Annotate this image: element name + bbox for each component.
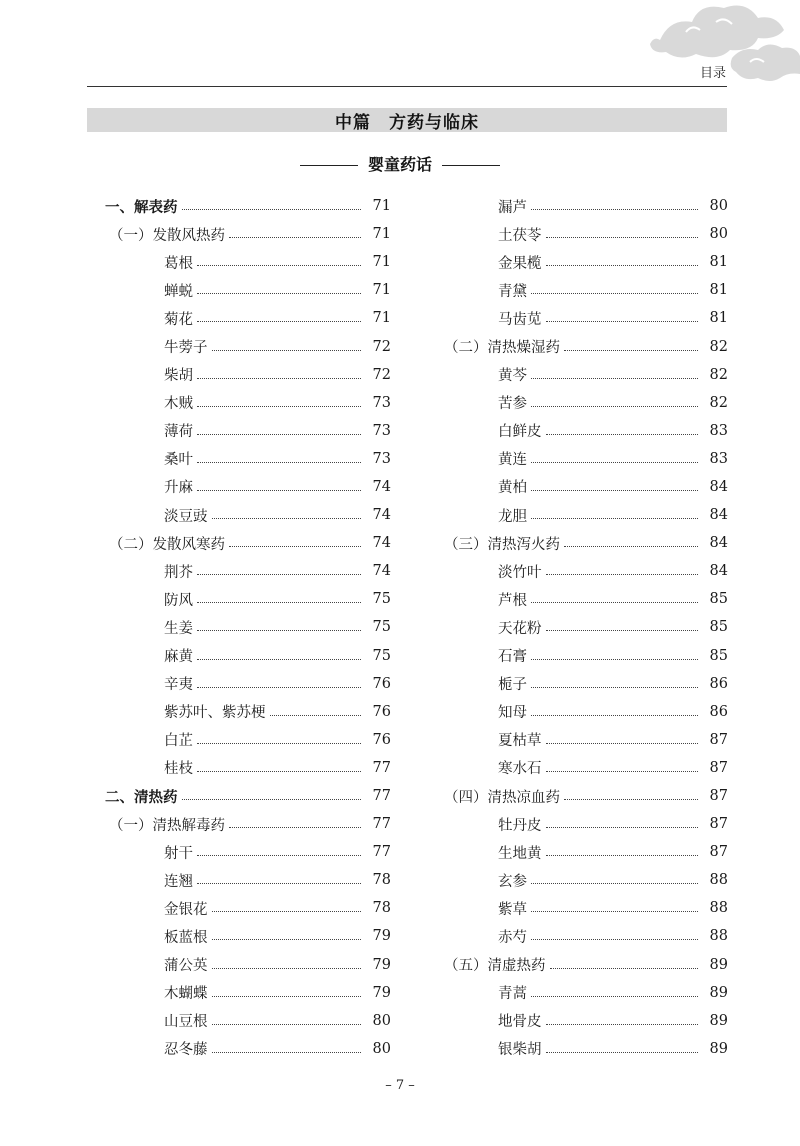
toc-entry[interactable] <box>91 473 391 501</box>
toc-entry-label: 青黛 <box>498 283 527 300</box>
toc-entry[interactable] <box>430 473 728 501</box>
toc-leader-dots <box>197 882 361 884</box>
subtitle-rule-right <box>442 165 500 166</box>
toc-leader-dots <box>212 938 362 940</box>
toc-entry-page: 71 <box>372 226 391 243</box>
toc-leader-dots <box>546 770 699 772</box>
toc-leader-dots <box>197 377 361 379</box>
toc-entry-label: 荆芥 <box>164 564 193 581</box>
toc-leader-dots <box>531 995 698 997</box>
toc-entry[interactable] <box>430 810 728 838</box>
toc-entry-page: 89 <box>709 984 728 1001</box>
toc-entry[interactable] <box>91 838 391 866</box>
toc-entry-page: 87 <box>709 788 728 805</box>
toc-leader-dots <box>197 433 361 435</box>
toc-leader-dots <box>531 208 698 210</box>
toc-entry-label: 木蝴蝶 <box>164 986 208 1003</box>
toc-entry[interactable] <box>91 754 391 782</box>
toc-entry-label: （一）清热解毒药 <box>109 817 225 834</box>
toc-entry[interactable] <box>430 1007 728 1035</box>
toc-leader-dots <box>531 292 698 294</box>
toc-entry-page: 81 <box>709 254 728 271</box>
toc-leader-dots <box>270 714 362 716</box>
toc-entry[interactable] <box>430 866 728 894</box>
toc-entry-page: 75 <box>372 591 391 608</box>
toc-left-column <box>91 192 391 1063</box>
toc-entry[interactable] <box>91 417 391 445</box>
toc-entry-page: 84 <box>709 535 728 552</box>
toc-entry[interactable] <box>91 951 391 979</box>
toc-leader-dots <box>531 517 698 519</box>
toc-entry-page: 82 <box>709 338 728 355</box>
toc-entry[interactable] <box>91 1007 391 1035</box>
toc-leader-dots <box>564 349 698 351</box>
toc-entry-page: 88 <box>709 872 728 889</box>
toc-leader-dots <box>197 742 361 744</box>
toc-entry-label: 黄柏 <box>498 480 527 497</box>
toc-entry-page: 82 <box>709 366 728 383</box>
part-title: 方药与临床 <box>389 112 479 133</box>
toc-entry-label: 马齿苋 <box>498 311 542 328</box>
toc-entry-label: 牡丹皮 <box>498 817 542 834</box>
toc-entry-page: 80 <box>709 226 728 243</box>
toc-entry-label: （五）清虚热药 <box>444 958 546 975</box>
toc-entry-page: 84 <box>709 478 728 495</box>
toc-entry-label: 苦参 <box>498 396 527 413</box>
toc-leader-dots <box>531 461 698 463</box>
toc-leader-dots <box>197 854 361 856</box>
toc-entry[interactable] <box>430 445 728 473</box>
toc-entry-page: 72 <box>372 338 391 355</box>
subtitle-rule-left <box>300 165 358 166</box>
toc-entry[interactable] <box>430 670 728 698</box>
toc-entry-page: 74 <box>372 478 391 495</box>
toc-leader-dots <box>212 517 362 519</box>
toc-entry-label: 薄荷 <box>164 424 193 441</box>
toc-entry-label: 牛蒡子 <box>164 340 208 357</box>
toc-entry-page: 71 <box>372 198 391 215</box>
toc-leader-dots <box>212 995 362 997</box>
toc-entry-label: 葛根 <box>164 255 193 272</box>
toc-entry[interactable] <box>91 726 391 754</box>
toc-entry-page: 73 <box>372 450 391 467</box>
toc-entry-page: 73 <box>372 422 391 439</box>
toc-leader-dots <box>531 910 698 912</box>
toc-entry-label: 麻黄 <box>164 649 193 666</box>
toc-entry-page: 74 <box>372 507 391 524</box>
toc-entry-label: 淡竹叶 <box>498 564 542 581</box>
toc-entry-page: 77 <box>372 759 391 776</box>
toc-entry-label: 黄连 <box>498 452 527 469</box>
header-section-label: 目录 <box>699 66 726 81</box>
toc-entry-label: 连翘 <box>164 873 193 890</box>
toc-entry[interactable] <box>91 698 391 726</box>
toc-leader-dots <box>564 798 698 800</box>
toc-entry[interactable] <box>430 417 728 445</box>
toc-entry-page: 71 <box>372 310 391 327</box>
toc-entry-label: （二）发散风寒药 <box>109 536 225 553</box>
toc-leader-dots <box>212 967 362 969</box>
toc-entry[interactable] <box>91 248 391 276</box>
toc-entry-label: 漏芦 <box>498 199 527 216</box>
toc-entry[interactable] <box>430 501 728 529</box>
toc-leader-dots <box>531 489 698 491</box>
toc-entry-label: 桑叶 <box>164 452 193 469</box>
toc-entry-page: 83 <box>709 422 728 439</box>
toc-entry-page: 75 <box>372 647 391 664</box>
toc-entry-label: 银柴胡 <box>498 1042 542 1059</box>
toc-entry-page: 87 <box>709 731 728 748</box>
toc-entry[interactable] <box>430 1035 728 1063</box>
toc-leader-dots <box>197 320 361 322</box>
toc-entry-page: 74 <box>372 535 391 552</box>
toc-leader-dots <box>229 236 361 238</box>
toc-leader-dots <box>182 208 362 210</box>
toc-entry-page: 71 <box>372 254 391 271</box>
toc-entry[interactable] <box>91 894 391 922</box>
toc-entry-label: 金银花 <box>164 901 208 918</box>
toc-entry[interactable] <box>91 866 391 894</box>
toc-entry-label: 辛夷 <box>164 677 193 694</box>
toc-entry-label: 木贼 <box>164 396 193 413</box>
toc-entry[interactable] <box>430 922 728 950</box>
toc-entry-label: 知母 <box>498 705 527 722</box>
toc-leader-dots <box>531 882 698 884</box>
part-banner <box>87 108 727 132</box>
toc-entry-label: 蝉蜕 <box>164 283 193 300</box>
toc-entry-label: 芦根 <box>498 592 527 609</box>
toc-entry-label: 板蓝根 <box>164 929 208 946</box>
toc-entry-label: 防风 <box>164 592 193 609</box>
toc-entry[interactable] <box>430 529 728 557</box>
toc-entry-page: 71 <box>372 282 391 299</box>
toc-entry[interactable] <box>91 585 391 613</box>
toc-leader-dots <box>546 826 699 828</box>
toc-entry[interactable] <box>91 810 391 838</box>
toc-entry[interactable] <box>430 361 728 389</box>
toc-entry-label: 升麻 <box>164 480 193 497</box>
toc-entry-label: 二、清热药 <box>105 788 178 806</box>
toc-entry-page: 80 <box>709 198 728 215</box>
toc-entry-label: 一、解表药 <box>105 198 178 216</box>
toc-entry-page: 81 <box>709 282 728 299</box>
toc-entry[interactable] <box>430 389 728 417</box>
toc-entry-label: （四）清热凉血药 <box>444 789 560 806</box>
toc-entry-page: 75 <box>372 619 391 636</box>
toc-entry-page: 87 <box>709 816 728 833</box>
toc-entry-page: 80 <box>372 1040 391 1057</box>
toc-entry-page: 83 <box>709 450 728 467</box>
toc-leader-dots <box>546 236 699 238</box>
toc-entry-page: 77 <box>372 788 391 805</box>
toc-leader-dots <box>531 601 698 603</box>
toc-entry[interactable] <box>91 782 391 810</box>
toc-entry[interactable] <box>91 501 391 529</box>
toc-leader-dots <box>546 629 699 631</box>
toc-entry[interactable] <box>430 782 728 810</box>
toc-entry[interactable] <box>430 838 728 866</box>
toc-entry-page: 79 <box>372 984 391 1001</box>
toc-entry-label: 紫苏叶、紫苏梗 <box>164 705 266 722</box>
toc-entry[interactable] <box>91 1035 391 1063</box>
toc-entry-page: 89 <box>709 1040 728 1057</box>
toc-entry-label: 天花粉 <box>498 620 542 637</box>
toc-entry[interactable] <box>430 726 728 754</box>
toc-entry-label: 地骨皮 <box>498 1014 542 1031</box>
toc-entry-label: 黄芩 <box>498 368 527 385</box>
toc-leader-dots <box>531 938 698 940</box>
toc-entry[interactable] <box>91 445 391 473</box>
toc-leader-dots <box>197 405 361 407</box>
toc-leader-dots <box>212 349 362 351</box>
toc-entry[interactable] <box>430 585 728 613</box>
toc-entry-page: 79 <box>372 928 391 945</box>
toc-leader-dots <box>197 489 361 491</box>
toc-entry-label: 射干 <box>164 845 193 862</box>
toc-entry-label: （三）清热泻火药 <box>444 536 560 553</box>
toc-entry-label: 忍冬藤 <box>164 1042 208 1059</box>
toc-entry[interactable] <box>430 698 728 726</box>
toc-entry-page: 86 <box>709 675 728 692</box>
toc-entry-label: 寒水石 <box>498 761 542 778</box>
toc-leader-dots <box>197 629 361 631</box>
toc-entry-page: 77 <box>372 844 391 861</box>
toc-leader-dots <box>546 433 699 435</box>
toc-entry-page: 76 <box>372 703 391 720</box>
toc-entry[interactable] <box>91 276 391 304</box>
toc-entry[interactable] <box>430 248 728 276</box>
toc-entry[interactable] <box>91 192 391 220</box>
toc-entry-label: （一）发散风热药 <box>109 227 225 244</box>
toc-entry[interactable] <box>91 670 391 698</box>
toc-leader-dots <box>212 1051 362 1053</box>
toc-entry-page: 86 <box>709 703 728 720</box>
toc-entry-page: 77 <box>372 816 391 833</box>
toc-leader-dots <box>531 405 698 407</box>
toc-entry[interactable] <box>91 220 391 248</box>
toc-entry[interactable] <box>430 642 728 670</box>
toc-entry-page: 81 <box>709 310 728 327</box>
toc-entry-label: 土茯苓 <box>498 227 542 244</box>
toc-entry-page: 85 <box>709 591 728 608</box>
section-subtitle <box>0 152 800 175</box>
part-label: 中篇 <box>335 112 371 133</box>
toc-entry-page: 85 <box>709 619 728 636</box>
toc-entry-page: 76 <box>372 731 391 748</box>
toc-entry-label: 夏枯草 <box>498 733 542 750</box>
toc-entry[interactable] <box>430 557 728 585</box>
subtitle-text: 婴童药话 <box>367 155 432 174</box>
toc-leader-dots <box>229 826 361 828</box>
toc-entry-page: 88 <box>709 928 728 945</box>
toc-entry-page: 87 <box>709 844 728 861</box>
toc-entry-label: 生地黄 <box>498 845 542 862</box>
toc-entry-page: 80 <box>372 1012 391 1029</box>
toc-leader-dots <box>229 545 361 547</box>
toc-entry[interactable] <box>430 613 728 641</box>
toc-entry-page: 89 <box>709 956 728 973</box>
toc-leader-dots <box>531 658 698 660</box>
toc-entry[interactable] <box>430 192 728 220</box>
toc-entry[interactable] <box>91 979 391 1007</box>
toc-leader-dots <box>197 461 361 463</box>
toc-leader-dots <box>197 770 361 772</box>
toc-entry-label: 桂枝 <box>164 761 193 778</box>
toc-entry-page: 73 <box>372 394 391 411</box>
toc-leader-dots <box>531 714 698 716</box>
toc-entry-label: 柴胡 <box>164 368 193 385</box>
toc-entry-page: 85 <box>709 647 728 664</box>
toc-entry-label: 赤芍 <box>498 929 527 946</box>
toc-right-column <box>430 192 728 1063</box>
toc-leader-dots <box>531 686 698 688</box>
page-number: – 7 – <box>385 1078 415 1093</box>
toc-entry[interactable] <box>91 922 391 950</box>
toc-leader-dots <box>197 686 361 688</box>
toc-leader-dots <box>546 1051 699 1053</box>
toc-entry[interactable] <box>430 894 728 922</box>
toc-entry-label: 紫草 <box>498 901 527 918</box>
toc-entry-page: 84 <box>709 507 728 524</box>
toc-leader-dots <box>197 601 361 603</box>
toc-entry-label: 白芷 <box>164 733 193 750</box>
toc-entry-page: 76 <box>372 675 391 692</box>
toc-entry-label: 菊花 <box>164 311 193 328</box>
toc-entry[interactable] <box>91 613 391 641</box>
toc-entry-label: 玄参 <box>498 873 527 890</box>
toc-leader-dots <box>197 658 361 660</box>
toc-entry[interactable] <box>430 304 728 332</box>
toc-entry-page: 78 <box>372 900 391 917</box>
toc-entry-page: 82 <box>709 394 728 411</box>
toc-entry[interactable] <box>91 557 391 585</box>
toc-entry-label: 淡豆豉 <box>164 508 208 525</box>
toc-leader-dots <box>197 264 361 266</box>
toc-entry[interactable] <box>430 332 728 360</box>
toc-entry-label: 栀子 <box>498 677 527 694</box>
toc-leader-dots <box>546 573 699 575</box>
toc-entry-page: 88 <box>709 900 728 917</box>
toc-entry-page: 89 <box>709 1012 728 1029</box>
toc-entry-label: 金果榄 <box>498 255 542 272</box>
toc-leader-dots <box>531 377 698 379</box>
toc-entry-label: 山豆根 <box>164 1014 208 1031</box>
toc-leader-dots <box>212 910 362 912</box>
toc-leader-dots <box>550 967 699 969</box>
toc-leader-dots <box>546 320 699 322</box>
toc-entry-label: 生姜 <box>164 620 193 637</box>
toc-leader-dots <box>564 545 698 547</box>
toc-entry-page: 74 <box>372 563 391 580</box>
toc-entry-label: 龙胆 <box>498 508 527 525</box>
toc-entry-page: 72 <box>372 366 391 383</box>
toc-entry[interactable] <box>91 642 391 670</box>
toc-entry[interactable] <box>430 951 728 979</box>
toc-entry[interactable] <box>91 389 391 417</box>
toc-leader-dots <box>182 798 362 800</box>
toc-entry[interactable] <box>91 361 391 389</box>
toc-leader-dots <box>546 1023 699 1025</box>
toc-entry[interactable] <box>91 304 391 332</box>
toc-entry-page: 84 <box>709 563 728 580</box>
toc-entry-page: 78 <box>372 872 391 889</box>
toc-leader-dots <box>546 264 699 266</box>
toc-entry-label: 青蒿 <box>498 986 527 1003</box>
toc-leader-dots <box>197 292 361 294</box>
toc-leader-dots <box>212 1023 362 1025</box>
toc-entry[interactable] <box>430 276 728 304</box>
toc-entry[interactable] <box>91 332 391 360</box>
toc-entry-label: 白鲜皮 <box>498 424 542 441</box>
header-rule <box>87 86 727 87</box>
toc-entry-label: （二）清热燥湿药 <box>444 340 560 357</box>
toc-leader-dots <box>546 854 699 856</box>
toc-entry-label: 蒲公英 <box>164 958 208 975</box>
toc-entry-label: 石膏 <box>498 649 527 666</box>
toc-entry[interactable] <box>430 754 728 782</box>
toc-entry-page: 79 <box>372 956 391 973</box>
toc-entry[interactable] <box>430 979 728 1007</box>
toc-entry[interactable] <box>430 220 728 248</box>
toc-entry[interactable] <box>91 529 391 557</box>
toc-entry-page: 87 <box>709 759 728 776</box>
toc-leader-dots <box>546 742 699 744</box>
toc-leader-dots <box>197 573 361 575</box>
